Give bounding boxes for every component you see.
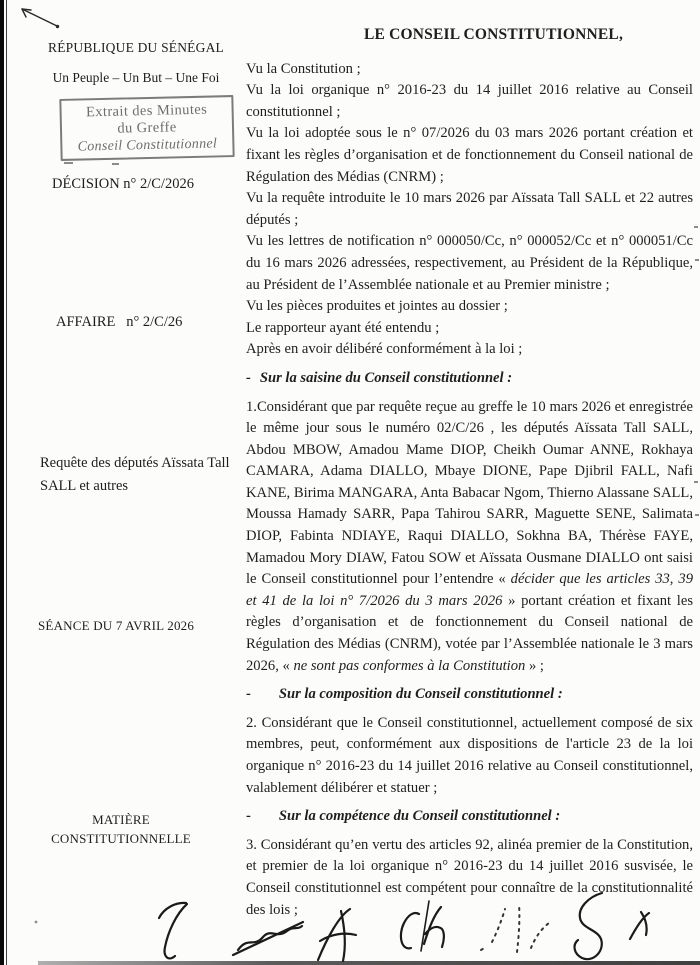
stamp-line: Extrait des Minutes xyxy=(85,101,208,121)
greffe-stamp xyxy=(59,95,234,161)
decision-body xyxy=(246,24,693,921)
section-heading-competence xyxy=(246,806,693,828)
signature-mark xyxy=(531,923,549,948)
scan-speck xyxy=(694,481,698,483)
case-number: AFFAIRE n° 2/C/26 xyxy=(56,314,183,330)
section-heading-saisine xyxy=(246,368,693,390)
visa-line: Vu la loi organique n° 2016-23 du 14 juillet 2016 relative au Conseil constitutionnel ; xyxy=(246,82,693,120)
visa-line: Après en avoir délibéré conformément à la loi ; xyxy=(246,341,523,358)
heading-text: Sur la composition du Conseil constitutionnel : xyxy=(278,686,563,703)
visa-line: Le rapporteur ayant été entendu ; xyxy=(246,319,440,336)
signature-mark xyxy=(238,926,302,950)
page-title: LE CONSEIL CONSTITUTIONNEL, xyxy=(363,26,624,43)
visa-line: Vu les pièces produites et jointes au dossier ; xyxy=(246,298,508,315)
scan-speck xyxy=(695,514,699,516)
petition-label: Requête des députés Aïssata Tall SALL et autres xyxy=(40,455,230,494)
stamp-ink-smudge xyxy=(112,163,119,165)
heading-text: Sur la compétence du Conseil constitutionnel : xyxy=(278,808,561,825)
stamp-line: Conseil Constitutionnel xyxy=(77,136,218,155)
signature-mark xyxy=(481,947,486,950)
visa-line: Vu la Constitution ; xyxy=(246,60,361,77)
margin-column xyxy=(0,0,246,965)
visa-line: Vu les lettres de notification n° 000050/Cc, n° 000052/Cc et n° 000051/Cc du 16 mars 2026 adressées, respectivement, au Président de la République, au Président de l’Assemblée nationale et au Premier ministre ; xyxy=(246,233,693,293)
matter-label xyxy=(30,810,212,848)
paragraph-2: 2. Considérant que le Conseil constitutionnel, actuellement composé de six membres, peut, conformément aux dispositions de l'article 23 de la loi organique n° 2016-23 du 14 juillet 2016 relative au Conseil constitutionnel, valablement délibérer et statuer ; xyxy=(246,714,693,796)
republic-title: RÉPUBLIQUE DU SÉNÉGAL xyxy=(48,40,224,55)
visa-line: Vu la loi adoptée sous le n° 07/2026 du 03 mars 2026 portant création et fixant les règles d’organisation et de fonctionnement du Conseil national de Régulation des Médias (CNRM) ; xyxy=(246,125,693,185)
session-date: SÉANCE DU 7 AVRIL 2026 xyxy=(38,618,195,633)
matter-line: MATIÈRE xyxy=(92,812,150,827)
paragraph-1: 1.Considérant que par requête reçue au greffe le 10 mars 2026 et enregistrée le même jour sous le numéro 02/C/26 , les députés Aïssata Tall SALL, Abdou MBOW, Amadou Mame DIOP, Cheikh Oumar ANNE, Rokhaya CAMARA, Adama DIALLO, Mbaye DIONE, Pape Djibril FALL, Nafi KANE, Birima MANGARA, Anta Babacar Ngom, Thierno Alassane SALL, Moussa Hamady SARR, Papa Tahirou SARR, Maguette SENE, Salimata DIOP, Fabinta NDIAYE, Raqui DIALLO, Sokhna BA, Thérèse FAYE, Mamadou Mory DIAW, Fatou SOW et Aïssata Ousmane DIALLO ont saisi le Conseil constitutionnel pour l’entendre « décider que les articles 33, 39 et 41 de la loi n° 7/2026 du 3 mars 2026 » portant création et fixant les règles d’organisation et de fonctionnement du Conseil national de Régulation des Médias (CNRM), votée par l’Assemblée nationale le 3 mars 2026, « ne sont pas conformes à la Constitution » ; xyxy=(246,398,693,674)
visa-line: Vu la requête introduite le 10 mars 2026 par Aïssata Tall SALL et 22 autres députés ; xyxy=(246,190,693,228)
decision-number: DÉCISION n° 2/C/2026 xyxy=(52,176,194,192)
scan-speck xyxy=(694,226,698,228)
matter-line: CONSTITUTIONNELLE xyxy=(51,831,191,846)
stamp-ink-smudge xyxy=(64,162,73,164)
stamp-line: du Greffe xyxy=(117,119,177,137)
paragraph-3: 3. Considérant qu’en vertu des articles 92, alinéa premier de la Constitution, et premier de la loi organique n° 2016-23 du 14 juillet 2016 susvisée, le Conseil constitutionnel est compétent pour connaître de la constitutionnalité des lois ; xyxy=(246,836,693,918)
scan-speck xyxy=(695,259,699,261)
heading-dash: - xyxy=(246,369,251,386)
heading-dash: - xyxy=(246,808,251,825)
national-motto: Un Peuple – Un But – Une Foi xyxy=(52,70,220,85)
section-heading-composition xyxy=(246,684,693,706)
heading-dash: - xyxy=(246,686,251,703)
heading-text: Sur la saisine du Conseil constitutionnel : xyxy=(259,369,513,386)
